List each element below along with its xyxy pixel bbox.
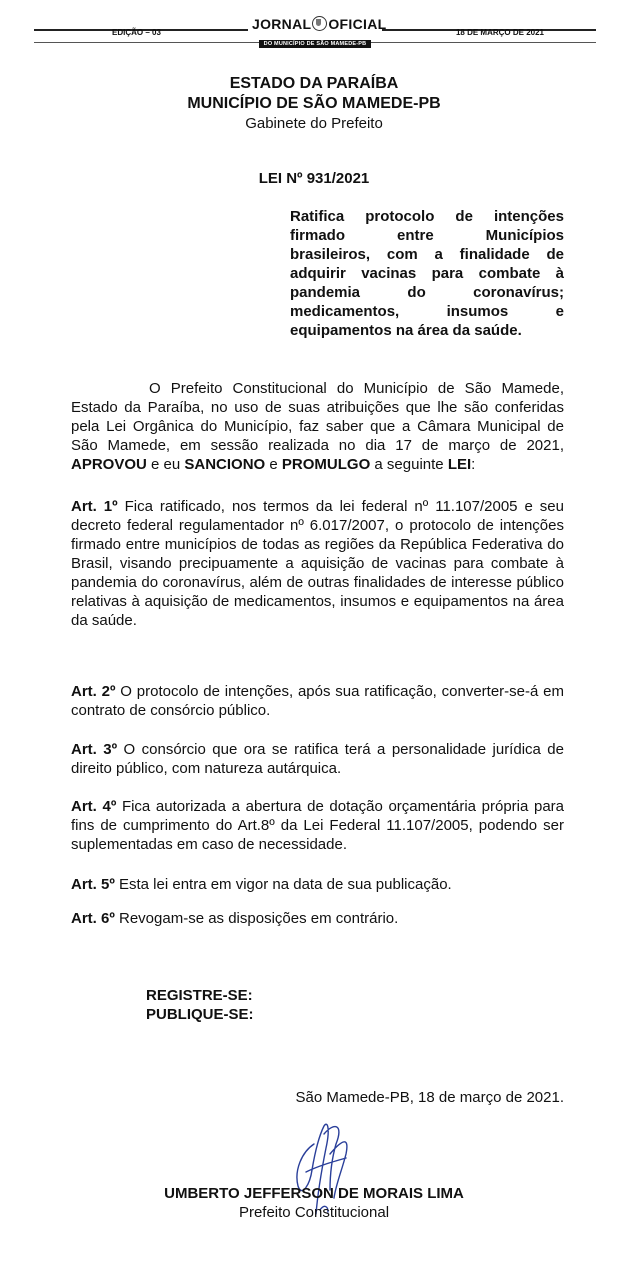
intro-text: : [471, 456, 476, 473]
coat-of-arms-icon [312, 16, 327, 31]
article-text: Fica autorizada a abertura de dotação orçamentária própria para fins de cumprimento do Art.8º da Lei Federal 11.107/2005, podendo ser suplementadas em caso de necessidade. [71, 798, 564, 853]
logo-title-right: OFICIAL [328, 16, 387, 32]
publication-date: 18 DE MARÇO DE 2021 [455, 28, 544, 37]
edition-label: EDIÇÃO – 03 [112, 28, 161, 37]
law-number: LEI Nº 931/2021 [258, 170, 370, 187]
intro-text: a seguinte [370, 456, 448, 473]
law-summary [290, 207, 564, 340]
summary-line: adquirir vacinas para combate à [290, 265, 564, 282]
signer-role: Prefeito Constitucional [238, 1204, 390, 1221]
article-6 [71, 909, 564, 928]
signer-name: UMBERTO JEFFERSON DE MORAIS LIMA [164, 1185, 464, 1202]
intro-text: O Prefeito Constitucional do Município de São Mamede, Estado da Paraíba, no uso de suas atribuições que lhe são conferidas pela Lei Orgânica do Município, faz saber que a Câmara Municipal de São Mamede, em sessão realizada no dia 17 de março de 2021, [71, 380, 564, 454]
logo-subtitle: DO MUNICÍPIO DE SÃO MAMEDE-PB [259, 40, 372, 48]
summary-line: medicamentos, insumos e [290, 303, 564, 320]
state-name: ESTADO DA PARAÍBA [229, 75, 399, 92]
enactment-paragraph [71, 379, 564, 474]
municipality-name: MUNICÍPIO DE SÃO MAMEDE-PB [187, 95, 441, 112]
logo-title-left: JORNAL [252, 16, 312, 32]
article-text: Fica ratificado, nos termos da lei federal nº 11.107/2005 e seu decreto federal regulamentador nº 6.017/2007, o protocolo de intenções firmado entre municípios de todas as regiões da República Federativa do Brasil, visando precipuamente a aquisição de vacinas para combate à pandemia do coronavírus, além de outras finalidades de interesse público relativas à aquisição de medicamentos, insumos e equipamentos na área da saúde. [71, 498, 564, 629]
intro-text: e eu [146, 456, 185, 473]
summary-line: pandemia do coronavírus; [290, 284, 564, 301]
intro-text: e [265, 456, 282, 473]
article-4 [71, 797, 564, 854]
article-text: Revogam-se as disposições em contrário. [114, 910, 399, 927]
article-5 [71, 875, 564, 894]
law-word: LEI [447, 456, 472, 473]
article-text: O protocolo de intenções, após sua ratificação, converter-se-á em contrato de consórcio público. [71, 683, 564, 719]
summary-line: firmado entre Municípios [290, 227, 564, 244]
journal-logo [252, 16, 387, 50]
article-label: Art. 2º [71, 683, 116, 700]
article-label: Art. 6º [71, 910, 115, 927]
summary-line: Ratifica protocolo de intenções [290, 208, 564, 225]
article-text: O consórcio que ora se ratifica terá a personalidade jurídica de direito público, com natureza autárquica. [71, 741, 564, 777]
approved-word: APROVOU [71, 456, 147, 473]
register-label: REGISTRE-SE: [146, 987, 253, 1004]
office-name: Gabinete do Prefeito [245, 115, 383, 132]
register-publish-block [146, 986, 254, 1024]
summary-line: brasileiros, com a finalidade de [290, 246, 564, 263]
promulgate-word: PROMULGO [281, 456, 371, 473]
article-label: Art. 3º [71, 741, 118, 758]
article-2 [71, 682, 564, 720]
document-header [0, 74, 628, 133]
article-1 [71, 497, 564, 630]
article-3 [71, 740, 564, 778]
place-and-date: São Mamede-PB, 18 de março de 2021. [295, 1089, 564, 1106]
publish-label: PUBLIQUE-SE: [146, 1006, 254, 1023]
sanction-word: SANCIONO [184, 456, 266, 473]
masthead [34, 16, 596, 46]
article-text: Esta lei entra em vigor na data de sua publicação. [114, 876, 452, 893]
article-label: Art. 5º [71, 876, 115, 893]
article-label: Art. 4º [71, 798, 117, 815]
article-label: Art. 1º [71, 498, 118, 515]
summary-line: equipamentos na área da saúde. [290, 322, 522, 339]
